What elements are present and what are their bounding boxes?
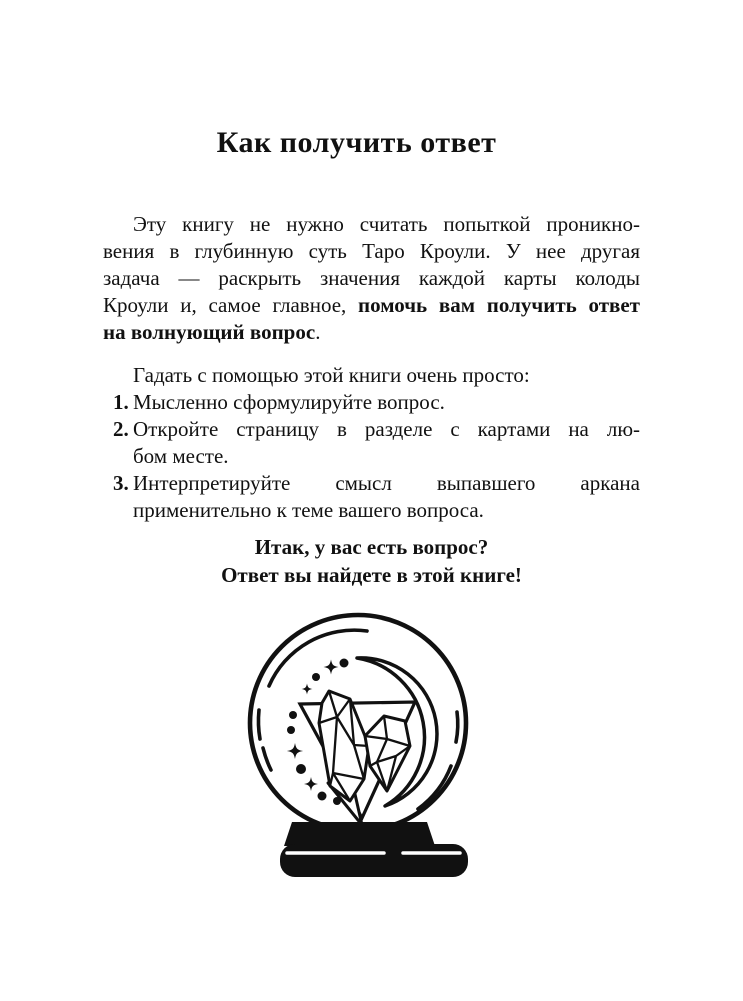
list-item bbox=[103, 416, 640, 470]
paragraph-line: Кроули и, самое главное, помочь вам получить ответ bbox=[103, 293, 640, 317]
list-item-line: бом месте. bbox=[133, 444, 229, 468]
list-item-line: Откройте страницу в разделе с картами на лю- bbox=[133, 417, 640, 441]
paragraph-line: задача — раскрыть значения каждой карты колоды bbox=[103, 266, 640, 290]
list-item-line: Интерпретируйте смысл выпавшего аркана bbox=[133, 471, 640, 495]
list-item-number: 3. bbox=[113, 471, 129, 495]
steps-intro: Гадать с помощью этой книги очень просто: bbox=[133, 363, 530, 387]
list-item-line: Мысленно сформулируйте вопрос. bbox=[133, 390, 445, 414]
list-item bbox=[103, 470, 640, 524]
list-item-number: 1. bbox=[113, 390, 129, 414]
stand-base-icon bbox=[280, 822, 468, 877]
text-column bbox=[103, 0, 640, 589]
page-title: Как получить ответ bbox=[216, 126, 497, 159]
paragraph-line: вения в глубинную суть Таро Кроули. У нее другая bbox=[103, 239, 640, 263]
intro-paragraph bbox=[103, 211, 640, 346]
cta-line: Итак, у вас есть вопрос? bbox=[254, 535, 489, 559]
crystals-icon bbox=[319, 691, 410, 825]
list-item bbox=[103, 389, 640, 416]
paragraph-line: на волнующий вопрос. bbox=[103, 320, 321, 344]
cta-line: Ответ вы найдете в этой книге! bbox=[221, 563, 522, 587]
steps-list bbox=[103, 362, 640, 524]
bold-phrase: помочь вам получить ответ bbox=[358, 293, 640, 317]
paragraph-line: Эту книгу не нужно считать попыткой проникно- bbox=[133, 212, 640, 236]
crystal-ball-illustration bbox=[238, 605, 478, 883]
illustration-container bbox=[0, 605, 729, 883]
list-item-line: применительно к теме вашего вопроса. bbox=[133, 498, 484, 522]
list-item-number: 2. bbox=[113, 417, 129, 441]
call-to-action bbox=[103, 533, 640, 589]
bold-phrase: на волнующий вопрос bbox=[103, 320, 316, 344]
